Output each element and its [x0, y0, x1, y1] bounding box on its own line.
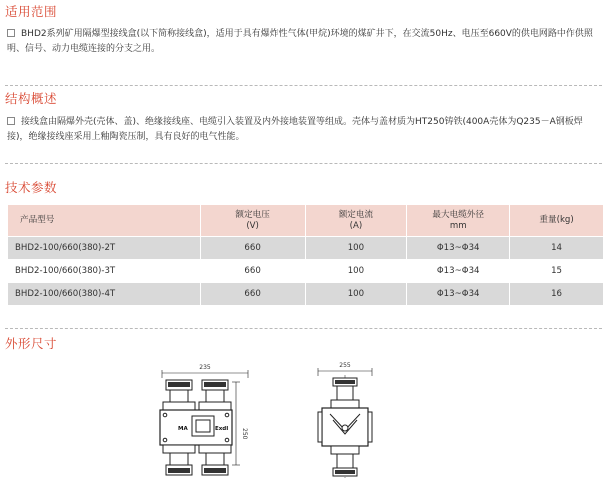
table-row [8, 283, 604, 306]
table-row [8, 237, 604, 260]
cell-model: BHD2-100/660(380)-4T [8, 283, 201, 306]
side-width-label: 255 [339, 362, 351, 369]
section-title-structure: 结构概述 [5, 91, 58, 106]
section-title-dimensions: 外形尺寸 [5, 336, 58, 351]
side-view [318, 362, 372, 478]
header-voltage: 额定电压 (V) [200, 205, 305, 237]
divider [5, 163, 602, 164]
cell-current: 100 [305, 283, 407, 306]
structure-text: 接线盒由隔爆外壳(壳体、盖)、绝缘接线座、电缆引入装置及内外接地装置等组成。壳体与盖材质为HT250铸铁(400A壳体为Q235－A钢板焊接)，绝缘接线座采用上釉陶瓷压制，具有良好的电气性能。 [7, 117, 583, 142]
cell-model: BHD2-100/660(380)-2T [8, 237, 201, 260]
cell-model: BHD2-100/660(380)-3T [8, 260, 201, 283]
section-title-application: 适用范围 [5, 4, 58, 19]
divider [5, 85, 602, 86]
cell-current: 100 [305, 260, 407, 283]
cell-current: 100 [305, 237, 407, 260]
header-cable-diameter: 最大电缆外径 mm [407, 205, 510, 237]
header-current: 额定电流 (A) [305, 205, 407, 237]
front-height-label: 250 [241, 428, 248, 440]
structure-paragraph [7, 115, 603, 145]
checkbox-icon [7, 29, 15, 37]
table-header-row [8, 205, 604, 237]
dimension-drawing [0, 355, 607, 500]
header-model: 产品型号 [8, 205, 201, 237]
cell-weight: 16 [510, 283, 604, 306]
cell-cable-diameter: Φ13~Φ34 [407, 237, 510, 260]
cell-weight: 15 [510, 260, 604, 283]
table-row [8, 260, 604, 283]
application-paragraph [7, 27, 603, 57]
divider [5, 328, 602, 329]
ma-badge: MA [178, 426, 188, 432]
cell-voltage: 660 [200, 237, 305, 260]
front-view [160, 364, 248, 475]
header-weight: 重量(kg) [510, 205, 604, 237]
exdi-marking: ExdI [215, 426, 229, 432]
cell-cable-diameter: Φ13~Φ34 [407, 283, 510, 306]
cell-voltage: 660 [200, 260, 305, 283]
checkbox-icon [7, 117, 15, 125]
cell-weight: 14 [510, 237, 604, 260]
specs-table [7, 204, 604, 306]
section-title-specs: 技术参数 [5, 180, 58, 195]
front-width-label: 235 [199, 364, 211, 371]
application-text: BHD2系列矿用隔爆型接线盒(以下简称接线盒)，适用于具有爆炸性气体(甲烷)环境的煤矿井下，在交流50Hz、电压至660V的供电网路中作供照明、信号、动力电缆连接的分支之用。 [7, 29, 593, 54]
cell-voltage: 660 [200, 283, 305, 306]
cell-cable-diameter: Φ13~Φ34 [407, 260, 510, 283]
